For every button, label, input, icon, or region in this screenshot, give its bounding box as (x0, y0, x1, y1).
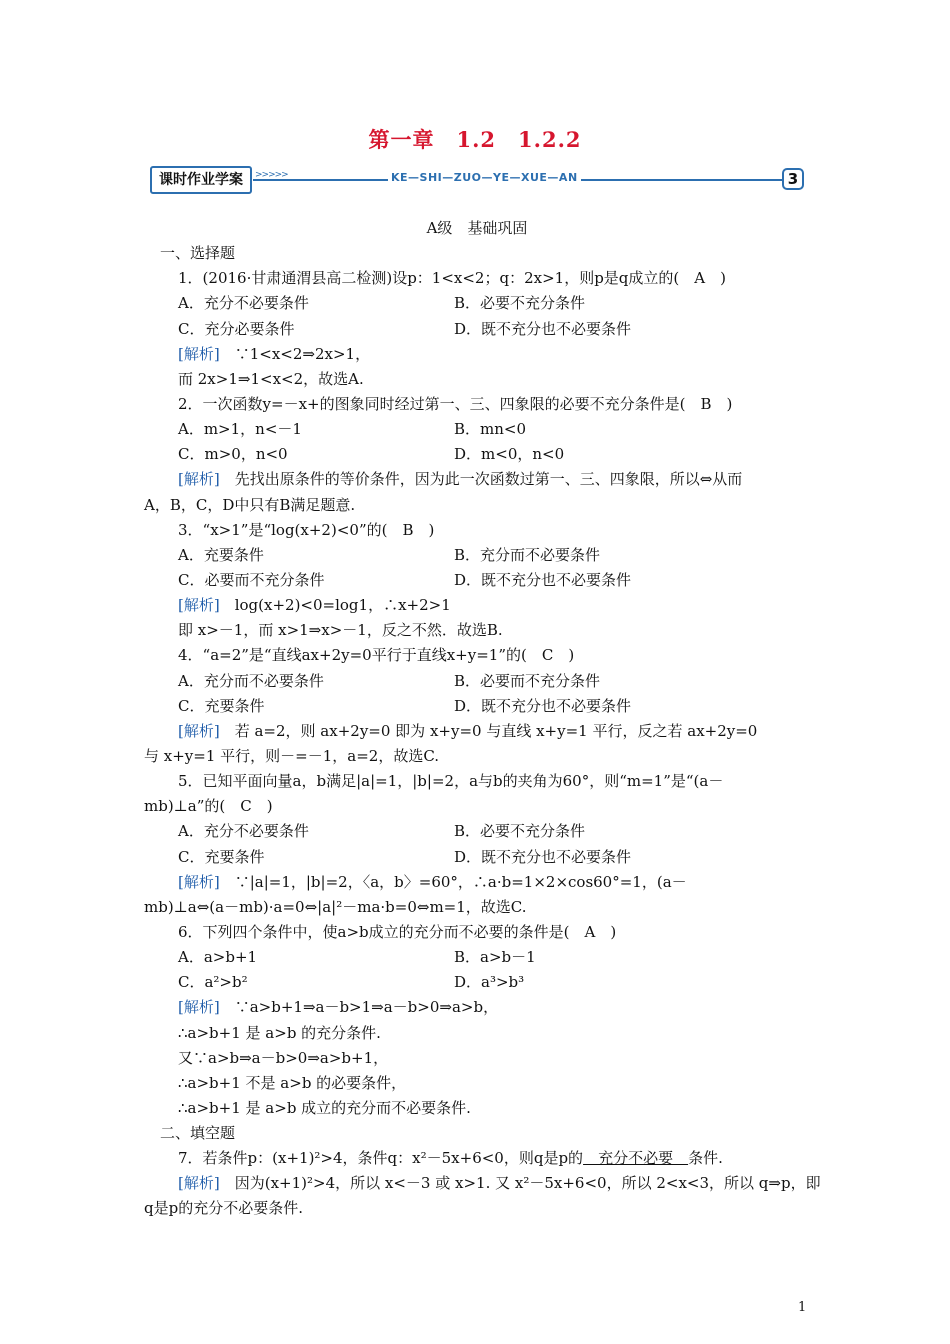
question-7 (144, 1146, 810, 1171)
option-b: B．必要而不充分条件 (454, 671, 601, 690)
question-2: 2．一次函数y=－x+的图象同时经过第一、三、四象限的必要不充分条件是( B ) (178, 394, 733, 413)
banner-label: 课时作业学案 (150, 166, 252, 194)
solution-tag: [解析] (178, 470, 220, 489)
solution-line: 而 2x>1⇒1<x<2，故选A. (178, 369, 364, 388)
option-d: D．既不充分也不必要条件 (454, 570, 632, 589)
options-row (144, 694, 810, 719)
banner-pinyin: KE—SHI—ZUO—YE—XUE—AN (388, 171, 581, 184)
solution-text: ∵1<x<2⇒2x>1， (219, 344, 371, 363)
level-title: A级 基础巩固 (426, 219, 528, 237)
option-a: A．充分而不必要条件 (178, 671, 324, 690)
solution-text: 若 a=2，则 ax+2y=0 即为 x+y=0 与直线 x+y=1 平行，反之若 ax+2y=0 (219, 721, 758, 740)
options-row (144, 945, 810, 970)
option-a: A．充分不必要条件 (178, 822, 309, 841)
solution-tag: [解析] (178, 344, 220, 363)
option-c: C．充分必要条件 (178, 319, 295, 338)
solution-tag: [解析] (178, 872, 220, 891)
solution-line: q是p的充分不必要条件. (144, 1199, 303, 1218)
solution-line: 即 x>－1，而 x>1⇒x>－1，反之不然．故选B. (178, 621, 503, 640)
solution-tag: [解析] (178, 1174, 220, 1193)
solution-line: mb)⊥a⇔(a－mb)·a=0⇔|a|²－ma·b=0⇔m=1，故选C. (144, 897, 527, 916)
options-row (144, 568, 810, 593)
section-banner (150, 164, 810, 198)
solution-line (144, 593, 810, 618)
options-row (144, 417, 810, 442)
option-a: A．充要条件 (178, 545, 264, 564)
question-4: 4．“a=2”是“直线ax+2y=0平行于直线x+y=1”的( C ) (178, 646, 575, 665)
solution-text: ∵a>b+1⇒a－b>1⇒a－b>0⇒a>b， (219, 998, 499, 1017)
option-d: D．m<0，n<0 (454, 445, 565, 464)
solution-line (144, 1171, 821, 1196)
option-d: D．a³>b³ (454, 973, 525, 992)
option-c: C．充要条件 (178, 696, 265, 715)
solution-line (144, 995, 810, 1020)
solution-line: A，B，C，D中只有B满足题意. (144, 495, 356, 514)
option-b: B．充分而不必要条件 (454, 545, 601, 564)
solution-line: ∴a>b+1 是 a>b 成立的充分而不必要条件. (178, 1098, 471, 1117)
question-5-continued: mb)⊥a”的( C ) (144, 797, 273, 816)
options-row (144, 442, 810, 467)
options-row (144, 970, 810, 995)
solution-text: ∵|a|=1，|b|=2，〈a，b〉=60°，∴a·b=1×2×cos60°=1，(a－ (219, 872, 687, 891)
options-row (144, 317, 810, 342)
solution-line: 与 x+y=1 平行，则－=－1，a=2，故选C. (144, 746, 440, 765)
options-row (144, 543, 810, 568)
page-title: 第一章 1.2 1.2.2 (368, 127, 582, 152)
banner-arrows: >>>>> (255, 170, 288, 180)
option-b: B．必要不充分条件 (454, 294, 586, 313)
fill-in-answer: 充分不必要 (583, 1149, 689, 1168)
question-6: 6．下列四个条件中，使a>b成立的充分而不必要的条件是( A ) (178, 922, 617, 941)
banner-number: 3 (782, 168, 804, 190)
section-heading-fill: 二、填空题 (160, 1124, 236, 1143)
option-c: C．必要而不充分条件 (178, 570, 325, 589)
option-d: D．既不充分也不必要条件 (454, 696, 632, 715)
solution-line (144, 467, 810, 492)
question-5: 5．已知平面向量a，b满足|a|=1，|b|=2，a与b的夹角为60°，则“m=1”是“(a－ (178, 772, 724, 791)
solution-tag: [解析] (178, 998, 220, 1017)
solution-tag: [解析] (178, 596, 220, 615)
solution-line (144, 342, 810, 367)
solution-line: ∴a>b+1 是 a>b 的充分条件. (178, 1023, 381, 1042)
option-c: C．a²>b² (178, 973, 248, 992)
options-row (144, 669, 810, 694)
option-c: C．m>0，n<0 (178, 445, 288, 464)
option-a: A．a>b+1 (178, 948, 258, 967)
option-b: B．必要不充分条件 (454, 822, 586, 841)
solution-line (144, 719, 810, 744)
worksheet-body (144, 216, 821, 1222)
question-7-suffix: 条件. (688, 1149, 723, 1168)
option-d: D．既不充分也不必要条件 (454, 847, 632, 866)
solution-line (144, 870, 810, 895)
options-row (144, 845, 810, 870)
solution-tag: [解析] (178, 721, 220, 740)
option-a: A．m>1，n<－1 (178, 420, 302, 439)
option-d: D．既不充分也不必要条件 (454, 319, 632, 338)
option-a: A．充分不必要条件 (178, 294, 309, 313)
option-b: B．a>b－1 (454, 948, 536, 967)
solution-text: 因为(x+1)²>4，所以 x<－3 或 x>1. 又 x²－5x+6<0，所以 2<x<3，所以 q⇒p，即 (219, 1174, 821, 1193)
section-heading-choice: 一、选择题 (160, 244, 236, 263)
page-number: 1 (798, 1300, 807, 1315)
question-1: 1．(2016·甘肃通渭县高二检测)设p：1<x<2；q：2x>1，则p是q成立的( A ) (178, 269, 726, 288)
option-b: B．mn<0 (454, 420, 527, 439)
options-row (144, 291, 810, 316)
solution-line: 又∵a>b⇒a－b>0⇒a>b+1， (178, 1048, 389, 1067)
solution-text: log(x+2)<0=log1，∴x+2>1 (219, 596, 451, 615)
solution-text: 先找出原条件的等价条件，因为此一次函数过第一、三、四象限，所以⇔从而 (219, 470, 743, 489)
solution-line: ∴a>b+1 不是 a>b 的必要条件， (178, 1073, 407, 1092)
question-7-text: 7．若条件p：(x+1)²>4，条件q：x²－5x+6<0，则q是p的 (178, 1149, 584, 1168)
question-3: 3．“x>1”是“log(x+2)<0”的( B ) (178, 520, 435, 539)
option-c: C．充要条件 (178, 847, 265, 866)
options-row (144, 819, 810, 844)
